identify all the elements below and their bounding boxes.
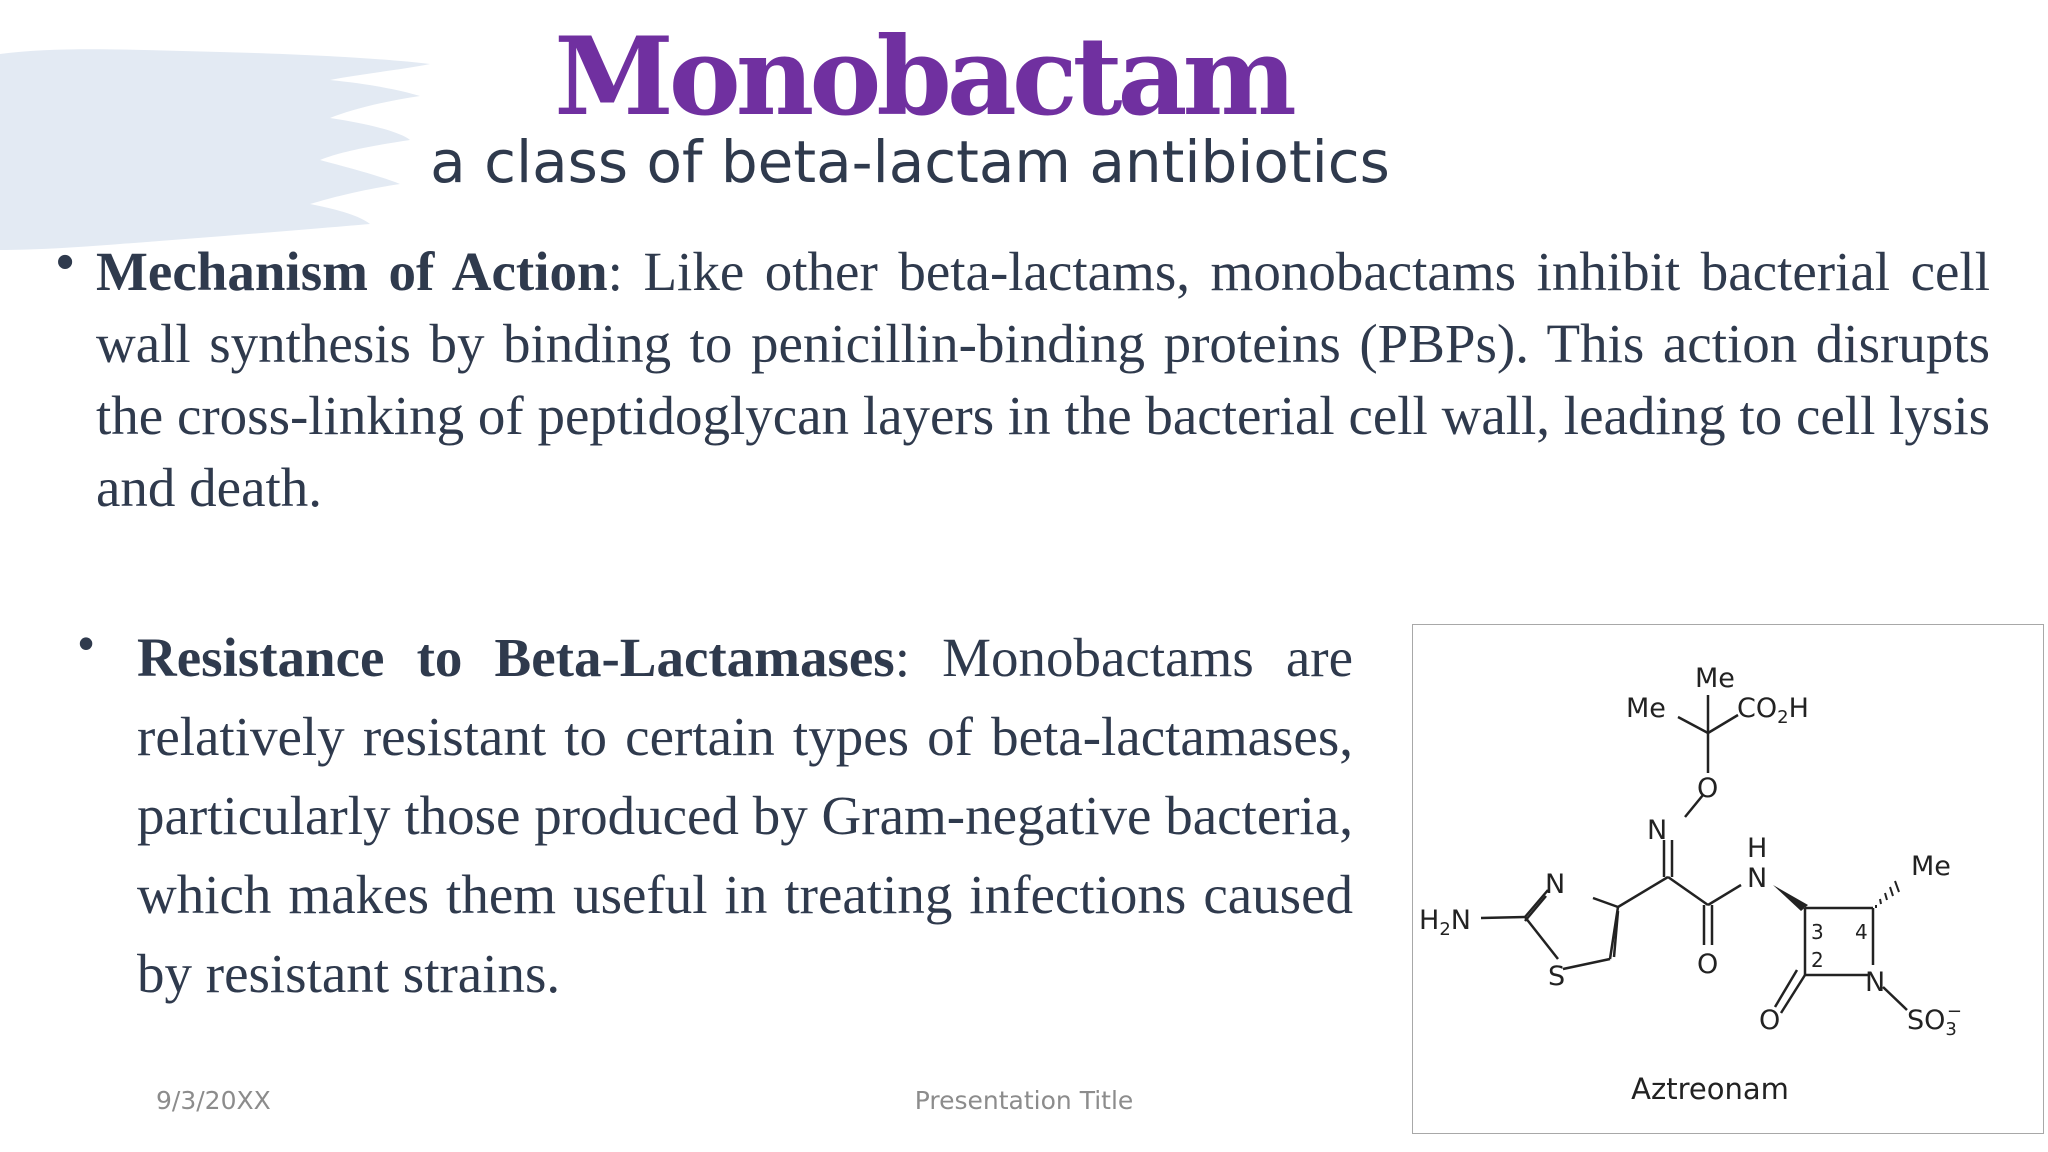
label-so3-charge: − <box>1946 1001 1962 1022</box>
figure-caption: Aztreonam <box>1631 1072 1789 1106</box>
label-h2n-sub: 2 <box>1439 919 1451 940</box>
label-ring-3: 3 <box>1811 920 1824 944</box>
aztreonam-structure-diagram <box>1413 625 2045 1135</box>
label-so3 <box>1907 1001 1962 1040</box>
label-h2n <box>1419 905 1471 940</box>
bullet-separator-2: : <box>894 627 910 688</box>
bullet-heading-1: Mechanism of Action <box>96 241 608 302</box>
bullet-separator-1: : <box>607 241 623 302</box>
label-h2n-n: N <box>1450 905 1471 936</box>
slide-subtitle: a class of beta-lactam antibiotics <box>430 128 1390 196</box>
label-h2n-h: H <box>1419 905 1440 936</box>
bullet-text-2: Monobactams are relatively resistant to certain types of beta-lactamases, particularly those produced by Gram-negative bacteria, which makes them useful in treating infections caused by resistant strains. <box>137 627 1353 1004</box>
bullet-mechanism-of-action <box>96 236 1990 524</box>
label-n-imine: N <box>1647 815 1668 846</box>
slide-title: Monobactam <box>554 14 1292 140</box>
label-so3-so: SO <box>1907 1005 1946 1036</box>
structure-bonds <box>1481 695 1907 1013</box>
stereo-hash-bond <box>1876 881 1899 908</box>
label-co2h-sub: 2 <box>1777 707 1789 728</box>
footer-date: 9/3/20XX <box>156 1086 271 1115</box>
label-me-right: Me <box>1911 851 1951 882</box>
label-co2h-co: CO <box>1737 693 1778 724</box>
label-co2h <box>1737 693 1809 728</box>
aztreonam-structure-figure <box>1412 624 2044 1134</box>
label-o-lactam: O <box>1759 1005 1781 1036</box>
label-s-thiazole: S <box>1548 961 1566 992</box>
label-me-left: Me <box>1626 693 1666 724</box>
label-h-amide: H <box>1747 833 1768 864</box>
footer-presentation-title: Presentation Title <box>914 1086 1134 1115</box>
bullet-dot-1: • <box>56 233 75 291</box>
label-o-ether: O <box>1697 773 1719 804</box>
label-ring-4: 4 <box>1855 920 1868 944</box>
bullet-text-1: Like other beta-lactams, monobactams inhibit bacterial cell wall synthesis by binding to penicillin-binding proteins (PBPs). This action disrupts the cross-linking of peptidoglycan layers in the bacterial cell wall, leading to cell lysis and death. <box>96 241 1990 518</box>
bullet-dot-2: • <box>78 617 95 669</box>
label-n-amide: N <box>1747 863 1768 894</box>
label-so3-sub: 3 <box>1945 1019 1957 1040</box>
bullet-heading-2: Resistance to Beta-Lactamases <box>137 627 895 688</box>
bullet-resistance <box>137 618 1353 1013</box>
label-n-thiazole: N <box>1545 869 1566 900</box>
label-ring-2: 2 <box>1811 948 1824 972</box>
label-me-top: Me <box>1695 663 1735 694</box>
label-n-lactam: N <box>1865 967 1886 998</box>
label-co2h-h: H <box>1788 693 1809 724</box>
label-o-amide: O <box>1697 949 1719 980</box>
